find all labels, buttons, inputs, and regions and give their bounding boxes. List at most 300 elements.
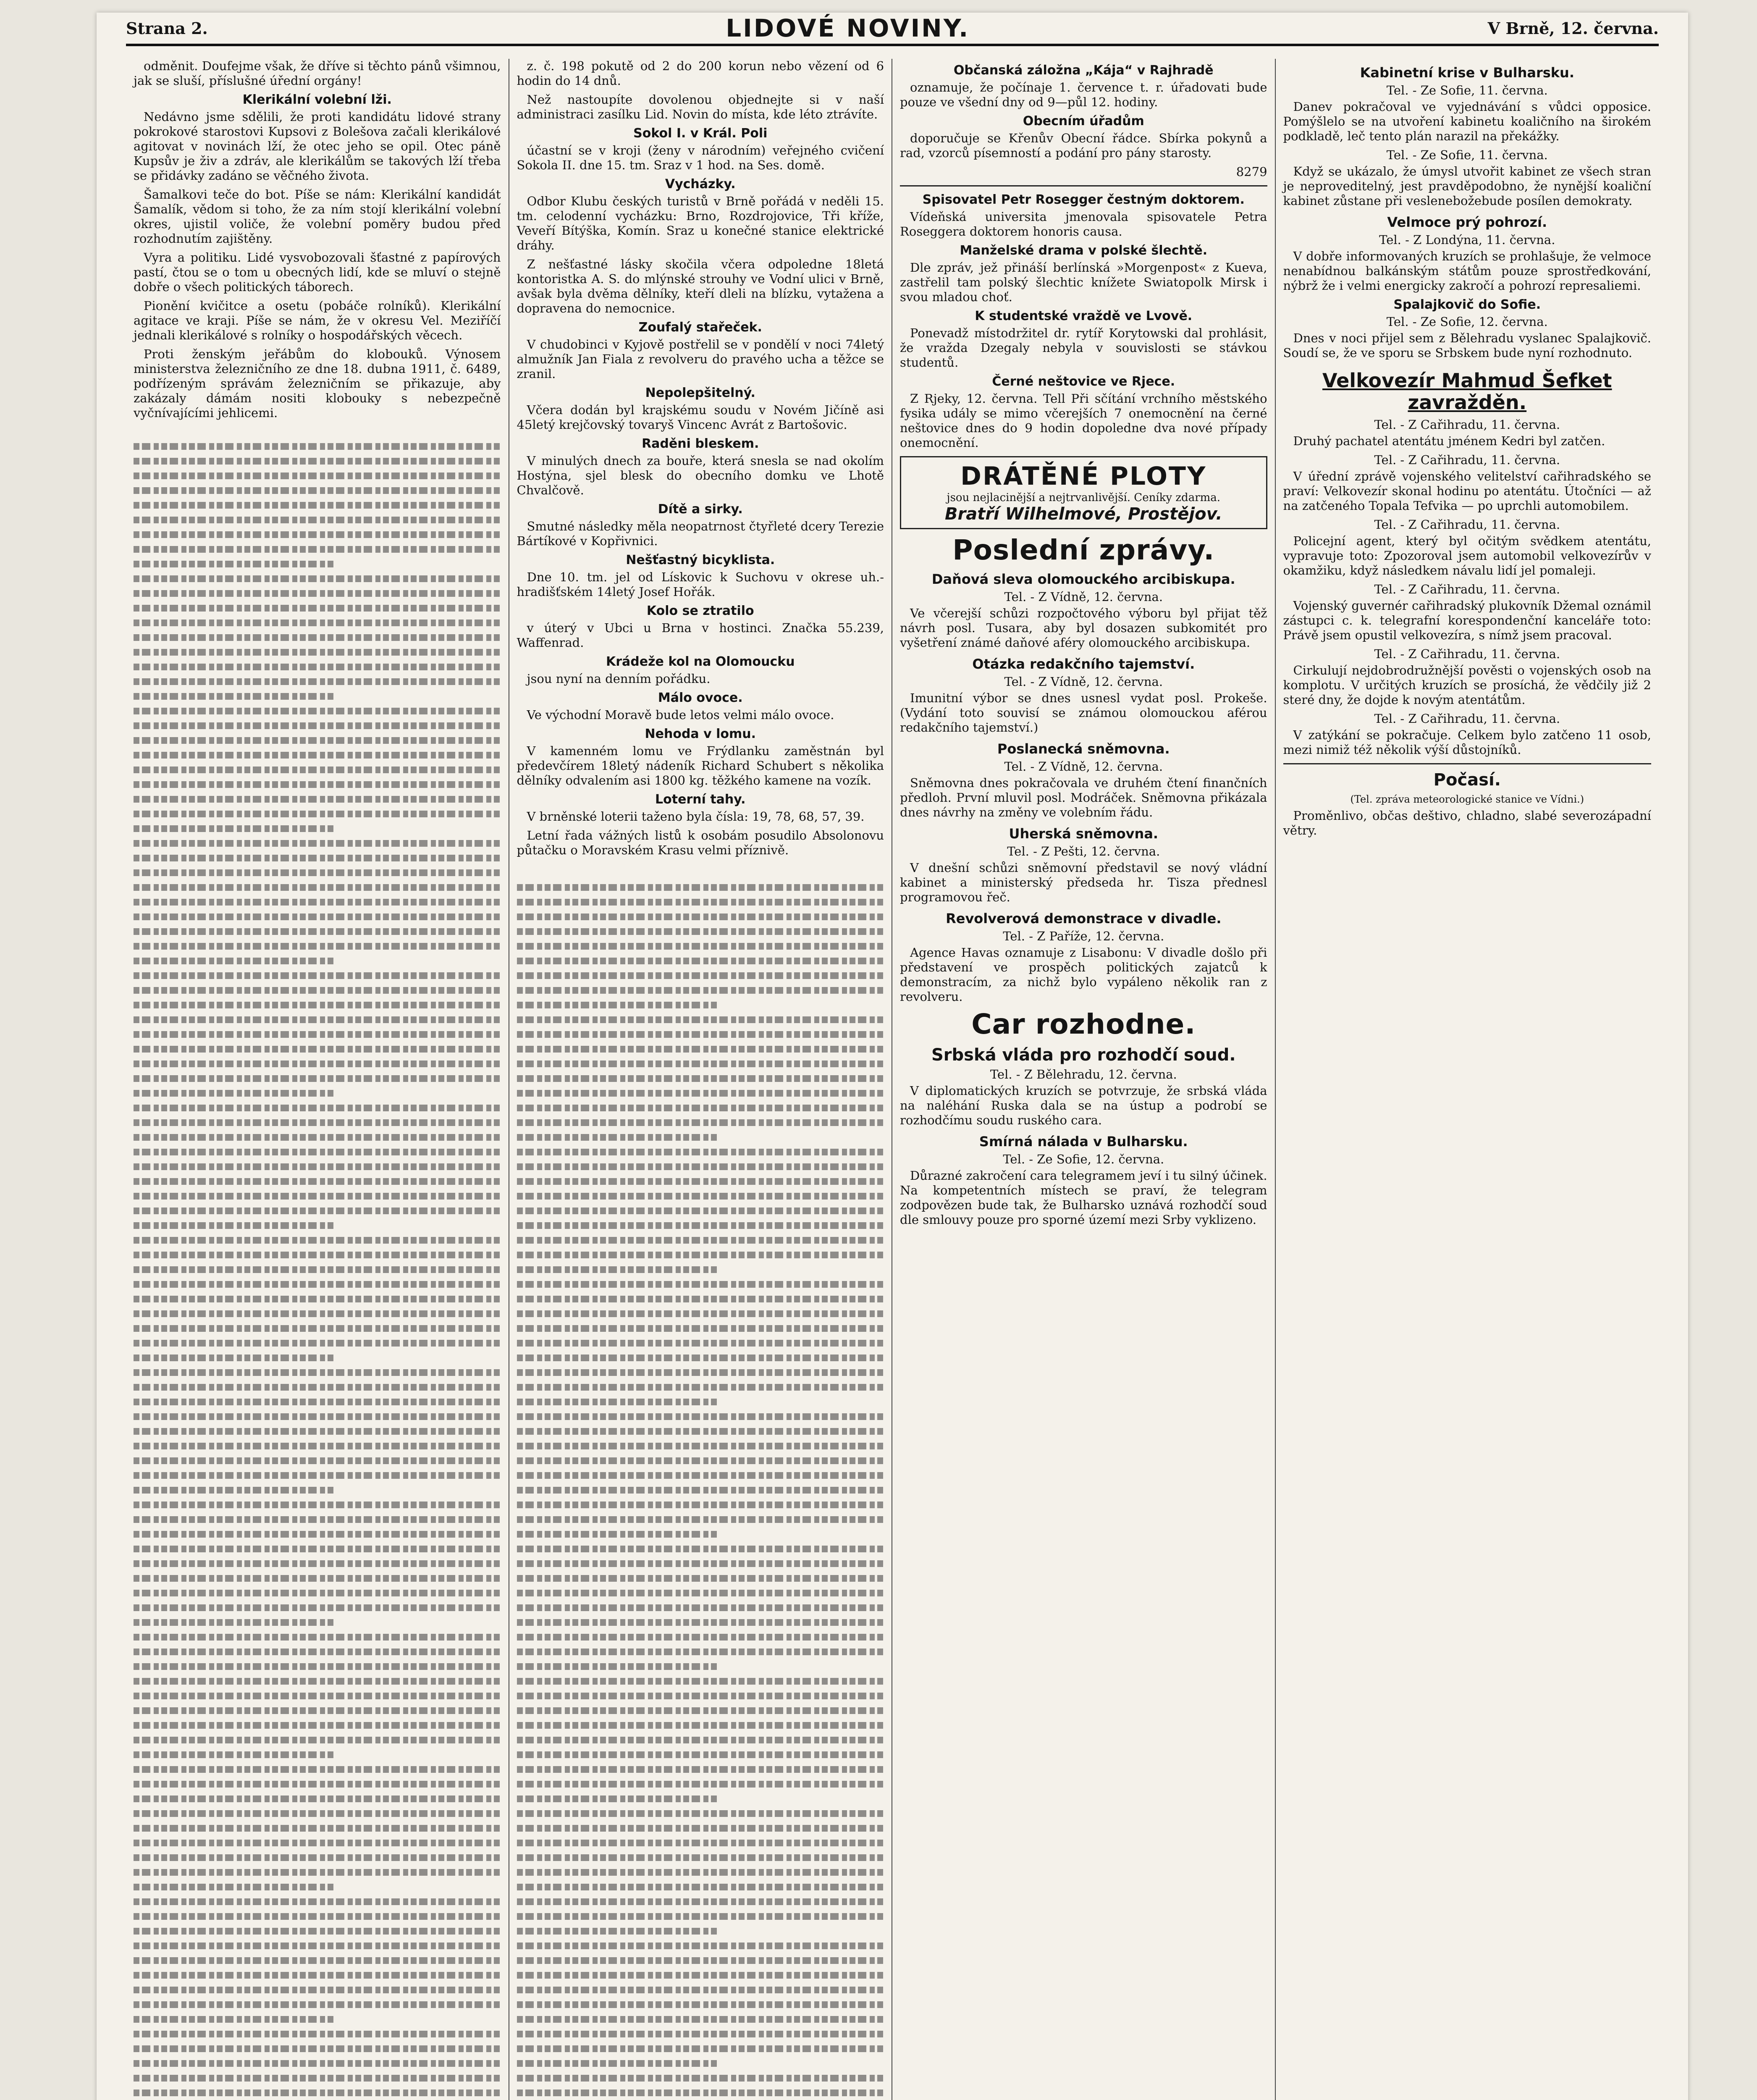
text-line-placeholder — [517, 953, 884, 968]
text-line-placeholder — [517, 1997, 884, 2012]
text-line-texture — [134, 1090, 336, 1097]
text-line-texture — [134, 1722, 501, 1729]
article-heading: Kabinetní krise v Bulharsku. — [1360, 65, 1574, 81]
text-line-texture — [517, 1972, 884, 1979]
article-text: V kamenném lomu ve Frýdlanku zaměstnán byl předevčírem 18letý nádeník Richard Schubert s několika dělníky odvalením asi 1800 kg. těžkého kamene na vozík. — [517, 744, 884, 788]
text-line-texture — [517, 1825, 884, 1832]
article-text: Vojenský guvernér cařihradský plukovník Džemal oznámil zástupci c. k. telegrafní korespondenční kanceláře toto: Právě jsem opustil velkovezíra, s nímž jsem pracoval. — [1283, 598, 1652, 642]
text-line-texture — [134, 1942, 501, 1949]
dateline: Tel. - Ze Sofie, 11. června. — [1386, 83, 1548, 97]
text-line-placeholder — [134, 1762, 501, 1777]
text-line-texture — [517, 1208, 884, 1214]
article-text: z. č. 198 pokutě od 2 do 200 korun nebo vězení od 6 hodin do 14 dnů. — [517, 59, 884, 88]
ad-number: 8279 — [1236, 165, 1267, 179]
text-line-placeholder — [134, 1512, 501, 1527]
text-line-placeholder — [134, 1277, 501, 1292]
text-line-texture — [134, 1693, 501, 1699]
divider — [900, 185, 1267, 186]
text-line-placeholder — [134, 939, 501, 953]
article-heading: Otázka redakčního tajemství. — [972, 656, 1195, 672]
text-line-texture — [134, 752, 501, 759]
text-line-placeholder — [134, 1600, 501, 1615]
dateline: Tel. - Z Cařihradu, 11. června. — [1374, 711, 1560, 726]
text-line-texture — [134, 1399, 501, 1405]
text-line-placeholder — [517, 1409, 884, 1424]
text-line-placeholder — [134, 2056, 501, 2071]
text-line-texture — [134, 1987, 501, 1993]
article-heading: Kolo se ztratilo — [646, 604, 754, 618]
text-line-texture — [134, 502, 501, 509]
text-line-placeholder — [517, 1644, 884, 1659]
text-line-texture — [517, 1678, 884, 1685]
article-text: Než nastoupíte dovolenou objednejte si v naší administraci zasílku Lid. Novin do místa, kde léto ztrávíte. — [517, 92, 884, 121]
article-heading: Černé neštovice ve Rjece. — [992, 374, 1175, 389]
masthead — [126, 13, 1659, 46]
text-line-placeholder — [134, 1071, 501, 1086]
text-line-texture — [517, 1869, 884, 1876]
text-line-texture — [134, 987, 501, 994]
text-line-texture — [134, 737, 501, 744]
text-line-texture — [517, 1604, 884, 1611]
text-line-placeholder — [134, 1894, 501, 1909]
text-line-texture — [134, 1604, 501, 1611]
dateline: Tel. - Z Vídně, 12. června. — [1004, 759, 1163, 774]
text-line-texture — [134, 914, 501, 920]
text-line-texture — [134, 1149, 501, 1155]
text-line-placeholder — [134, 498, 501, 512]
text-line-placeholder — [134, 1380, 501, 1394]
text-line-placeholder — [134, 836, 501, 850]
text-line-texture — [517, 1472, 884, 1479]
text-line-texture — [517, 1516, 884, 1523]
article-text: Šamalkovi teče do bot. Píše se nám: Klerikální kandidát Šamalík, vědom si toho, že za ním stojí klerikální volební okres, ujistil voliče, že volební poměry budou před rozhodnutím zajištěny. — [134, 187, 501, 246]
text-line-placeholder — [134, 556, 501, 571]
article-text: Imunitní výbor se dnes usnesl vydat posl. Prokeše. (Vydání toto souvisí se známou olomouckou aférou redakčního tajemství.) — [900, 691, 1267, 735]
text-line-placeholder — [134, 1674, 501, 1688]
text-line-texture — [517, 1354, 884, 1361]
article-text: Včera dodán byl krajskému soudu v Novém Jičíně asi 45letý krejčovský tovaryš Vincenc Avrát z Bartošovic. — [517, 403, 884, 432]
text-line-placeholder — [517, 1718, 884, 1732]
dateline: Tel. - Z Vídně, 12. června. — [1004, 590, 1163, 604]
article-text: Z Rjeky, 12. června. Tell Při sčítání vrchního městského fysika udály se mimo včerejších 7 onemocnění na černé neštovice dnes do 9 hodin dopoledne dva nové případy onemocnění. — [900, 391, 1267, 450]
text-line-texture — [517, 2075, 884, 2082]
dateline: Tel. - Z Cařihradu, 11. června. — [1374, 517, 1560, 532]
text-line-texture — [517, 1031, 884, 1038]
text-line-placeholder — [517, 1424, 884, 1438]
newspaper-title: LIDOVÉ NOVINY. — [726, 14, 970, 42]
text-filler — [134, 439, 501, 2100]
text-line-texture — [517, 2060, 719, 2067]
text-line-texture — [517, 1384, 884, 1391]
text-line-texture — [517, 1840, 884, 1846]
text-line-texture — [517, 1590, 884, 1596]
text-line-placeholder — [517, 1512, 884, 1527]
text-line-placeholder — [134, 1938, 501, 1953]
text-line-placeholder — [517, 1982, 884, 1997]
newspaper-page — [97, 13, 1688, 2100]
text-line-texture — [134, 1031, 501, 1038]
article-heading: Uherská sněmovna. — [1009, 826, 1159, 842]
text-line-texture — [517, 1560, 884, 1567]
text-line-placeholder — [517, 1586, 884, 1600]
weather-heading: Počasí. — [1433, 770, 1501, 790]
text-line-placeholder — [517, 1938, 884, 1953]
article-heading: Sokol I. v Král. Poli — [633, 126, 768, 141]
text-line-placeholder — [134, 1189, 501, 1203]
text-line-texture — [517, 1707, 884, 1714]
text-line-placeholder — [134, 1218, 501, 1233]
text-line-placeholder — [134, 909, 501, 924]
text-line-placeholder — [134, 1424, 501, 1438]
text-line-texture — [517, 2001, 884, 2008]
text-line-texture — [134, 1560, 501, 1567]
text-line-texture — [134, 1472, 501, 1479]
text-line-texture — [517, 1428, 884, 1435]
article-heading: Smírná nálada v Bulharsku. — [979, 1134, 1188, 1150]
text-line-texture — [517, 1369, 884, 1376]
text-line-texture — [517, 1502, 884, 1508]
text-line-placeholder — [517, 1468, 884, 1483]
text-line-placeholder — [134, 2026, 501, 2041]
text-line-placeholder — [134, 983, 501, 998]
text-line-placeholder — [134, 1247, 501, 1262]
page-number: Strana 2. — [126, 18, 208, 38]
text-line-placeholder — [134, 1953, 501, 1968]
article-text: Z nešťastné lásky skočila včera odpoledne 18letá kontoristka A. S. do mlýnské strouhy ve Vodní ulici v Brně, avšak byla dvěma dělníky, kteří dleli na blízku, vytažena a dopravena do nemocnice. — [517, 257, 884, 315]
text-line-texture — [134, 1266, 501, 1273]
text-line-texture — [517, 1325, 884, 1332]
article-text: V minulých dnech za bouře, která snesla se nad okolím Hostýna, sjel blesk do obecního domku ve Lhotě Chvalčově. — [517, 454, 884, 497]
article-heading: Obecním úřadům — [1023, 114, 1144, 129]
text-line-texture — [517, 899, 884, 906]
text-line-placeholder — [134, 689, 501, 704]
article-text: V dobře informovaných kruzích se prohlašuje, že velmoce nenabídnou balkánským státům pouze sprostředkování, nýbrž že i velmi energicky zakročí a pohrozí represaliemi. — [1283, 249, 1652, 293]
text-line-placeholder — [134, 454, 501, 468]
text-line-texture — [134, 1325, 501, 1332]
text-line-placeholder — [134, 1880, 501, 1894]
article-heading: Velmoce prý pohrozí. — [1387, 214, 1547, 230]
text-line-placeholder — [517, 1159, 884, 1174]
text-line-texture — [517, 1134, 719, 1141]
text-line-texture — [517, 1693, 884, 1699]
text-line-placeholder — [134, 1571, 501, 1586]
text-line-placeholder — [134, 718, 501, 733]
article-text: Odbor Klubu českých turistů v Brně pořádá v neděli 15. tm. celodenní vycházku: Brno, Rozdrojovice, Tři kříže, Veveří Bítýška, Komín. Sraz u konečné stanice elektrické dráhy. — [517, 194, 884, 252]
text-line-placeholder — [134, 1027, 501, 1042]
dateline: Tel. - Z Londýna, 11. června. — [1379, 233, 1555, 247]
text-line-texture — [134, 1002, 501, 1008]
text-line-placeholder — [134, 1777, 501, 1791]
text-line-texture — [517, 1310, 884, 1317]
text-line-texture — [134, 2045, 501, 2052]
text-line-placeholder — [517, 1086, 884, 1100]
text-line-placeholder — [517, 1189, 884, 1203]
dateline: Tel. - Z Bělehradu, 12. června. — [990, 1067, 1177, 1082]
text-line-texture — [134, 2075, 501, 2082]
article-text: Pionění kvičitce a osetu (pobáče rolníků). Klerikální agitace ve kraji. Píše se nám, že v okresu Vel. Meziříčí jednali klerikálové s rolníky o hospodářských věcech. — [134, 299, 501, 342]
article-text: Dle zpráv, jež přináší berlínská »Morgenpost« z Kueva, zastřelil tam polský šlechtic knížete Swiatopolk Mirsk i svou mladou choť. — [900, 260, 1267, 304]
text-line-texture — [134, 1193, 501, 1200]
article-heading: Manželské drama v polské šlechtě. — [960, 243, 1208, 258]
text-line-placeholder — [517, 1012, 884, 1027]
article-heading: Klerikální volební lži. — [242, 92, 392, 107]
text-line-placeholder — [517, 1953, 884, 1968]
text-line-placeholder — [517, 1056, 884, 1071]
text-line-texture — [134, 928, 501, 935]
text-line-texture — [517, 972, 884, 979]
text-line-texture — [517, 1075, 884, 1082]
section-heading-latest-news: Poslední zprávy. — [952, 534, 1215, 566]
text-line-placeholder — [134, 1688, 501, 1703]
text-line-placeholder — [134, 1541, 501, 1556]
text-line-placeholder — [134, 2041, 501, 2056]
text-line-placeholder — [517, 1600, 884, 1615]
text-line-placeholder — [517, 1968, 884, 1982]
text-line-placeholder — [517, 1365, 884, 1380]
text-line-texture — [517, 1105, 884, 1111]
text-line-texture — [517, 1413, 884, 1420]
text-line-texture — [134, 1928, 501, 1935]
text-line-texture — [517, 943, 884, 950]
text-line-placeholder — [517, 1483, 884, 1497]
text-line-placeholder — [517, 1115, 884, 1130]
text-line-placeholder — [517, 998, 884, 1012]
text-line-texture — [134, 972, 501, 979]
text-line-texture — [134, 1972, 501, 1979]
column-2 — [509, 59, 893, 2100]
text-line-texture — [134, 1854, 501, 1861]
text-line-texture — [517, 1781, 884, 1788]
article-heading: Zoufalý stařeček. — [638, 320, 762, 335]
text-line-placeholder — [517, 1203, 884, 1218]
text-line-texture — [134, 796, 501, 803]
dateline: Tel. - Z Cařihradu, 11. června. — [1374, 453, 1560, 467]
dateline: Tel. - Ze Sofie, 12. června. — [1386, 315, 1548, 329]
article-text: Smutné následky měla neopatrnost čtyřleté dcery Terezie Bártíkové v Kopřivnici. — [517, 519, 884, 548]
text-line-placeholder — [134, 1042, 501, 1056]
text-line-texture — [134, 766, 501, 773]
article-text: odměnit. Doufejme však, že dříve si těchto pánů všimnou, jak se sluší, příslušné úřední orgány! — [134, 59, 501, 88]
text-line-texture — [517, 2045, 884, 2052]
text-line-placeholder — [134, 659, 501, 674]
divider — [1283, 763, 1651, 764]
text-line-texture — [517, 1399, 719, 1405]
text-line-placeholder — [134, 762, 501, 777]
text-line-texture — [517, 1737, 884, 1743]
text-line-texture — [517, 1237, 884, 1244]
article-heading: Krádeže kol na Olomoucku — [606, 654, 795, 669]
text-line-texture — [517, 1546, 884, 1552]
text-line-placeholder — [517, 1218, 884, 1233]
text-line-texture — [517, 1810, 884, 1817]
text-line-texture — [517, 1619, 884, 1626]
text-line-placeholder — [517, 1306, 884, 1321]
text-line-placeholder — [134, 1144, 501, 1159]
text-line-placeholder — [134, 601, 501, 615]
text-line-placeholder — [517, 2041, 884, 2056]
text-line-placeholder — [134, 968, 501, 983]
text-line-placeholder — [134, 1453, 501, 1468]
text-line-placeholder — [517, 939, 884, 953]
columns — [126, 59, 1659, 2100]
text-line-texture — [517, 1457, 884, 1464]
text-line-texture — [134, 2001, 501, 2008]
text-line-placeholder — [517, 1144, 884, 1159]
text-line-placeholder — [134, 953, 501, 968]
text-line-placeholder — [517, 2026, 884, 2041]
text-line-texture — [134, 472, 501, 479]
dateline: Tel. - Ze Sofie, 11. června. — [1386, 148, 1548, 162]
text-line-texture — [134, 708, 501, 714]
text-line-placeholder — [517, 880, 884, 895]
text-line-texture — [134, 1119, 501, 1126]
text-line-texture — [517, 1046, 884, 1053]
text-line-placeholder — [134, 1306, 501, 1321]
text-line-placeholder — [134, 1321, 501, 1336]
text-line-placeholder — [517, 2012, 884, 2026]
text-line-texture — [134, 664, 501, 670]
article-text: doporučuje se Křenův Obecní řádce. Sbírka pokynů a rad, vzorců písemností a podání pro pány starosty. — [900, 131, 1267, 160]
text-line-placeholder — [517, 1894, 884, 1909]
section-heading-grand-vizier: Velkovezír Mahmud Šefket zavražděn. — [1322, 369, 1612, 414]
text-line-texture — [134, 1310, 501, 1317]
text-line-texture — [134, 1046, 501, 1053]
text-line-placeholder — [134, 630, 501, 645]
text-line-texture — [134, 1898, 501, 1905]
text-line-texture — [134, 781, 501, 788]
text-line-placeholder — [517, 1247, 884, 1262]
text-line-placeholder — [134, 571, 501, 586]
article-text: Dne 10. tm. jel od Lískovic k Suchovu v okrese uh.-hradišťském 14letý Josef Hořák. — [517, 570, 884, 599]
article-heading: Dítě a sirky. — [658, 502, 743, 517]
text-line-texture — [134, 546, 501, 553]
text-line-texture — [517, 1119, 884, 1126]
text-line-placeholder — [517, 1791, 884, 1806]
text-line-placeholder — [134, 1924, 501, 1938]
text-line-texture — [134, 1060, 501, 1067]
text-line-placeholder — [134, 1732, 501, 1747]
text-line-placeholder — [134, 704, 501, 718]
text-line-placeholder — [134, 733, 501, 748]
text-line-placeholder — [134, 1982, 501, 1997]
text-line-texture — [134, 1237, 501, 1244]
text-line-texture — [134, 693, 336, 700]
text-line-placeholder — [134, 865, 501, 880]
text-line-texture — [517, 1854, 884, 1861]
article-text: Druhý pachatel atentátu jménem Kedri byl zatčen. — [1293, 434, 1605, 448]
text-line-texture — [134, 1457, 501, 1464]
text-line-placeholder — [134, 1159, 501, 1174]
article-heading: Spisovatel Petr Rosegger čestným doktorem. — [922, 192, 1245, 207]
column-1 — [126, 59, 509, 2100]
text-line-placeholder — [134, 1968, 501, 1982]
text-line-placeholder — [517, 1277, 884, 1292]
issue-date: V Brně, 12. června. — [1487, 18, 1659, 38]
text-line-texture — [134, 1825, 501, 1832]
text-line-placeholder — [134, 1806, 501, 1821]
text-line-texture — [134, 899, 501, 906]
text-line-texture — [134, 1487, 336, 1494]
text-line-texture — [134, 1678, 501, 1685]
text-line-texture — [517, 884, 884, 891]
text-line-texture — [517, 1766, 884, 1773]
text-line-placeholder — [134, 924, 501, 939]
text-line-placeholder — [134, 1586, 501, 1600]
article-text: V zatýkání se pokračuje. Celkem bylo zatčeno 11 osob, mezi nimiž též několik výší důstojníků. — [1283, 728, 1652, 757]
text-line-texture — [134, 1619, 336, 1626]
text-line-texture — [517, 1987, 884, 1993]
text-line-texture — [134, 1428, 501, 1435]
text-line-texture — [134, 2090, 501, 2096]
text-line-texture — [134, 2016, 336, 2023]
article-text: Agence Havas oznamuje z Lisabonu: V divadle došlo při představení ve prospěch politických zajatců k demonstracím, za nichž bylo vypáleno několik ran z revolveru. — [900, 945, 1267, 1004]
text-line-texture — [134, 884, 501, 891]
text-line-placeholder — [134, 1394, 501, 1409]
text-line-placeholder — [517, 1042, 884, 1056]
text-line-texture — [134, 487, 501, 494]
text-line-placeholder — [134, 542, 501, 556]
text-filler — [517, 880, 884, 2100]
text-line-placeholder — [134, 1115, 501, 1130]
article-text: Vídeňská universita jmenovala spisovatele Petra Roseggera doktorem honoris causa. — [900, 210, 1267, 239]
text-line-texture — [134, 1252, 501, 1258]
text-line-placeholder — [134, 674, 501, 689]
article-text: V brněnské loterii taženo byla čísla: 19, 78, 68, 57, 39. — [527, 809, 865, 824]
article-text: Cirkulují nejdobrodružnější pověsti o vojenských osob na komplotu. V určitých kruzích se prosíchá, že vědčily již 2 steré dny, že dojde k novým atentátům. — [1283, 663, 1652, 707]
article-heading: Spalajkovič do Sofie. — [1393, 297, 1541, 312]
text-line-texture — [134, 1369, 501, 1376]
article-text: jsou nyní na denním pořádku. — [527, 672, 711, 686]
text-line-placeholder — [517, 1336, 884, 1350]
text-line-placeholder — [517, 983, 884, 998]
article-text: Ve včerejší schůzi rozpočtového výboru byl přijat těž návrh posl. Tusara, aby byl dosazen subkomitét pro vyšetření známé daňové aféry olomouckého arcibiskupa. — [900, 606, 1267, 650]
text-line-placeholder — [134, 586, 501, 601]
article-text: Vyra a politiku. Lidé vysvobozovali šťastné z papírových pastí, čtou se o tom u obecných lidí, kde se mluví o stejně dobře o všech politických táborech. — [134, 250, 501, 294]
text-line-placeholder — [517, 1174, 884, 1189]
text-line-placeholder — [517, 2085, 884, 2100]
column-4 — [1276, 59, 1659, 2100]
text-line-placeholder — [134, 1556, 501, 1571]
article-text: Policejní agent, který byl očitým svědkem atentátu, vypravuje toto: Zpozoroval jsem automobil velkovezírův v okamžiku, když následkem návalu lidí jel pomaleji. — [1283, 534, 1652, 578]
article-heading: Srbská vláda pro rozhodčí soud. — [931, 1045, 1236, 1065]
text-line-placeholder — [517, 909, 884, 924]
text-line-placeholder — [517, 1130, 884, 1144]
text-line-placeholder — [517, 1394, 884, 1409]
text-line-texture — [134, 1208, 501, 1214]
text-line-texture — [517, 1266, 719, 1273]
text-line-texture — [134, 2060, 501, 2067]
text-line-texture — [517, 1149, 884, 1155]
text-line-texture — [517, 1942, 884, 1949]
text-line-placeholder — [517, 1835, 884, 1850]
text-line-placeholder — [517, 1497, 884, 1512]
text-line-placeholder — [134, 777, 501, 792]
text-line-placeholder — [517, 1321, 884, 1336]
article-heading: Málo ovoce. — [658, 690, 743, 705]
text-line-placeholder — [517, 1027, 884, 1042]
text-line-texture — [134, 811, 501, 817]
article-heading: Nehoda v lomu. — [645, 727, 756, 741]
text-line-texture — [134, 1384, 501, 1391]
text-line-placeholder — [517, 1556, 884, 1571]
text-line-texture — [134, 869, 501, 876]
text-line-texture — [134, 531, 501, 538]
dateline: Tel. - Z Cařihradu, 11. června. — [1374, 647, 1560, 661]
text-line-placeholder — [134, 895, 501, 909]
article-heading: Vycházky. — [665, 177, 736, 192]
ad-title: DRÁTĚNÉ PLOTY — [960, 462, 1207, 491]
text-line-placeholder — [134, 1821, 501, 1835]
